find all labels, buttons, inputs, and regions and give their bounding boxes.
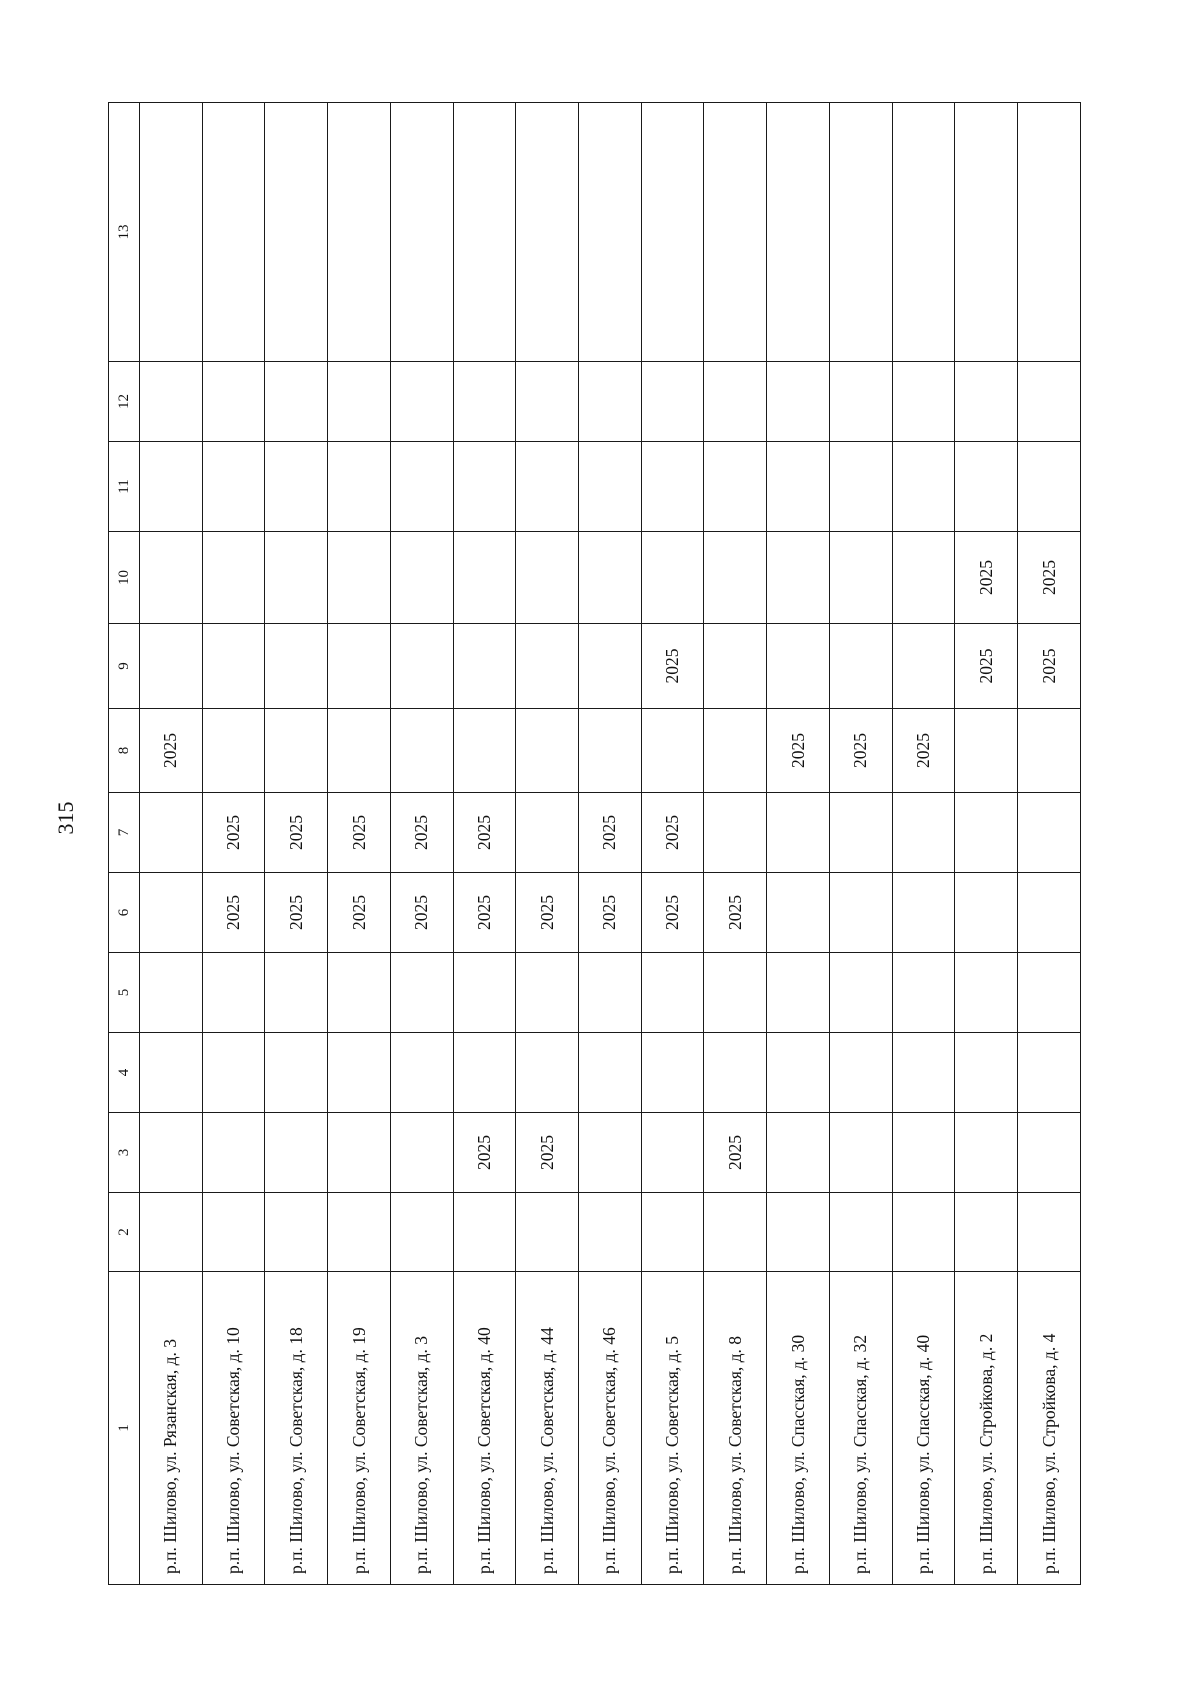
year-cell [829,1033,892,1113]
year-cell [140,1033,203,1113]
table-row [892,103,955,1585]
year-cell [704,362,767,442]
year-cell [955,442,1018,532]
table-row [579,103,642,1585]
year-cell [328,1113,391,1193]
address-cell: р.п. Шилово, ул. Спасская, д. 40 [892,1272,955,1585]
schedule-table-container [108,103,1081,1585]
year-cell [1018,709,1081,793]
year-cell [641,442,704,532]
year-cell [892,103,955,362]
address-cell: р.п. Шилово, ул. Советская, д. 5 [641,1272,704,1585]
year-cell [829,362,892,442]
year-cell [516,709,579,793]
year-cell [892,1113,955,1193]
year-cell [265,1113,328,1193]
year-cell: 2025 [453,793,516,873]
table-row [641,103,704,1585]
table-header [109,103,140,1585]
year-cell: 2025 [955,624,1018,709]
year-cell [579,1193,642,1272]
year-cell [265,103,328,362]
year-cell [579,953,642,1033]
year-cell [328,953,391,1033]
year-cell: 2025 [453,873,516,953]
year-cell [955,709,1018,793]
year-cell: 2025 [1018,624,1081,709]
year-cell [202,103,265,362]
year-cell [829,1113,892,1193]
year-cell: 2025 [704,873,767,953]
year-cell [892,873,955,953]
table-row [265,103,328,1585]
year-cell [265,953,328,1033]
year-cell [390,1033,453,1113]
table-row [955,103,1018,1585]
address-cell: р.п. Шилово, ул. Стройкова, д. 2 [955,1272,1018,1585]
address-cell: р.п. Шилово, ул. Советская, д. 46 [579,1272,642,1585]
year-cell [767,1193,830,1272]
year-cell [202,1193,265,1272]
year-cell [140,1193,203,1272]
year-cell [328,624,391,709]
year-cell [140,362,203,442]
year-cell [641,362,704,442]
year-cell [704,624,767,709]
year-cell: 2025 [390,873,453,953]
year-cell [265,624,328,709]
column-header: 6 [109,873,140,953]
year-cell: 2025 [641,873,704,953]
year-cell [955,362,1018,442]
year-cell [140,1113,203,1193]
year-cell [767,532,830,624]
year-cell [829,624,892,709]
column-header: 10 [109,532,140,624]
year-cell [202,624,265,709]
year-cell [390,532,453,624]
year-cell: 2025 [265,793,328,873]
year-cell [265,442,328,532]
year-cell [390,709,453,793]
year-cell [579,103,642,362]
year-cell [390,624,453,709]
year-cell [328,709,391,793]
year-cell [202,442,265,532]
year-cell: 2025 [202,793,265,873]
year-cell [955,1113,1018,1193]
column-header: 11 [109,442,140,532]
year-cell [1018,793,1081,873]
column-header: 3 [109,1113,140,1193]
year-cell: 2025 [140,709,203,793]
year-cell [829,103,892,362]
year-cell [704,442,767,532]
year-cell [453,1193,516,1272]
address-cell: р.п. Шилово, ул. Советская, д. 40 [453,1272,516,1585]
year-cell: 2025 [829,709,892,793]
year-cell [390,103,453,362]
year-cell [265,1193,328,1272]
year-cell [516,103,579,362]
year-cell: 2025 [516,873,579,953]
year-cell: 2025 [641,793,704,873]
table-row [1018,103,1081,1585]
address-cell: р.п. Шилово, ул. Спасская, д. 30 [767,1272,830,1585]
column-header: 2 [109,1193,140,1272]
year-cell [516,624,579,709]
year-cell [140,103,203,362]
address-cell: р.п. Шилово, ул. Советская, д. 10 [202,1272,265,1585]
year-cell [955,873,1018,953]
year-cell [767,362,830,442]
year-cell [516,1193,579,1272]
year-cell [1018,1193,1081,1272]
year-cell [641,532,704,624]
year-cell [829,953,892,1033]
year-cell [767,442,830,532]
year-cell [767,1033,830,1113]
year-cell [140,873,203,953]
year-cell [955,103,1018,362]
year-cell [641,709,704,793]
address-cell: р.п. Шилово, ул. Рязанская, д. 3 [140,1272,203,1585]
column-header: 7 [109,793,140,873]
year-cell [1018,103,1081,362]
column-header: 12 [109,362,140,442]
year-cell [1018,953,1081,1033]
year-cell [140,793,203,873]
year-cell [516,532,579,624]
table-row [390,103,453,1585]
address-cell: р.п. Шилово, ул. Советская, д. 3 [390,1272,453,1585]
year-cell: 2025 [641,624,704,709]
year-cell [579,532,642,624]
year-cell [453,532,516,624]
year-cell [265,709,328,793]
year-cell: 2025 [579,873,642,953]
year-cell [579,362,642,442]
year-cell: 2025 [516,1113,579,1193]
column-header: 4 [109,1033,140,1113]
table-row [328,103,391,1585]
table-row [202,103,265,1585]
year-cell: 2025 [892,709,955,793]
year-cell [767,793,830,873]
address-cell: р.п. Шилово, ул. Спасская, д. 32 [829,1272,892,1585]
year-cell [579,624,642,709]
year-cell [892,624,955,709]
year-cell [328,442,391,532]
year-cell [328,362,391,442]
table-row [704,103,767,1585]
year-cell [453,442,516,532]
column-header: 13 [109,103,140,362]
year-cell: 2025 [955,532,1018,624]
year-cell [955,953,1018,1033]
year-cell [265,1033,328,1113]
year-cell [453,1033,516,1113]
year-cell [390,362,453,442]
year-cell [516,793,579,873]
year-cell [704,103,767,362]
year-cell [202,362,265,442]
year-cell [579,1033,642,1113]
year-cell [955,793,1018,873]
year-cell [767,624,830,709]
year-cell [1018,873,1081,953]
year-cell [955,1193,1018,1272]
year-cell [579,709,642,793]
year-cell: 2025 [767,709,830,793]
year-cell: 2025 [704,1113,767,1193]
address-cell: р.п. Шилово, ул. Советская, д. 44 [516,1272,579,1585]
year-cell [767,1113,830,1193]
year-cell [829,873,892,953]
year-cell [955,1033,1018,1113]
year-cell [641,1193,704,1272]
year-cell [390,1193,453,1272]
page-number: 315 [53,801,78,835]
year-cell [453,362,516,442]
year-cell [140,532,203,624]
year-cell [140,624,203,709]
year-cell [328,532,391,624]
year-cell [641,953,704,1033]
year-cell [328,1193,391,1272]
year-cell [641,1113,704,1193]
table-row [767,103,830,1585]
year-cell [328,1033,391,1113]
year-cell [892,532,955,624]
year-cell [202,1033,265,1113]
year-cell [1018,442,1081,532]
address-cell: р.п. Шилово, ул. Советская, д. 8 [704,1272,767,1585]
year-cell [453,953,516,1033]
address-cell: р.п. Шилово, ул. Советская, д. 18 [265,1272,328,1585]
year-cell [829,793,892,873]
year-cell [767,953,830,1033]
year-cell [390,953,453,1033]
year-cell [516,362,579,442]
year-cell [767,873,830,953]
column-header: 8 [109,709,140,793]
year-cell: 2025 [453,1113,516,1193]
year-cell [892,362,955,442]
column-header: 1 [109,1272,140,1585]
year-cell [579,1113,642,1193]
year-cell [704,1033,767,1113]
year-cell [1018,1033,1081,1113]
year-cell [641,1033,704,1113]
year-cell: 2025 [579,793,642,873]
year-cell [829,1193,892,1272]
year-cell [704,953,767,1033]
table-row [829,103,892,1585]
year-cell: 2025 [328,873,391,953]
year-cell [140,442,203,532]
year-cell [1018,1113,1081,1193]
year-cell: 2025 [328,793,391,873]
address-cell: р.п. Шилово, ул. Стройкова, д. 4 [1018,1272,1081,1585]
year-cell [704,532,767,624]
year-cell [704,709,767,793]
year-cell [892,442,955,532]
year-cell [265,532,328,624]
year-cell [516,1033,579,1113]
year-cell: 2025 [1018,532,1081,624]
table-row [516,103,579,1585]
year-cell [328,103,391,362]
year-cell [202,1113,265,1193]
table-row [453,103,516,1585]
year-cell [767,103,830,362]
year-cell [140,953,203,1033]
year-cell [892,1193,955,1272]
year-cell [641,103,704,362]
year-cell [265,362,328,442]
year-cell: 2025 [202,873,265,953]
year-cell [516,953,579,1033]
year-cell [516,442,579,532]
year-cell: 2025 [265,873,328,953]
year-cell [202,532,265,624]
year-cell [453,709,516,793]
year-cell [202,953,265,1033]
year-cell: 2025 [390,793,453,873]
column-number-row [109,103,140,1585]
address-cell: р.п. Шилово, ул. Советская, д. 19 [328,1272,391,1585]
year-cell [892,953,955,1033]
year-cell [453,103,516,362]
year-cell [202,709,265,793]
year-cell [1018,362,1081,442]
column-header: 5 [109,953,140,1033]
table-row [140,103,203,1585]
year-cell [829,532,892,624]
year-cell [892,1033,955,1113]
year-cell [704,1193,767,1272]
year-cell [453,624,516,709]
year-cell [829,442,892,532]
year-cell [390,1113,453,1193]
year-cell [892,793,955,873]
table-body [140,103,1081,1585]
column-header: 9 [109,624,140,709]
year-cell [390,442,453,532]
year-cell [579,442,642,532]
schedule-table [108,102,1081,1585]
year-cell [704,793,767,873]
